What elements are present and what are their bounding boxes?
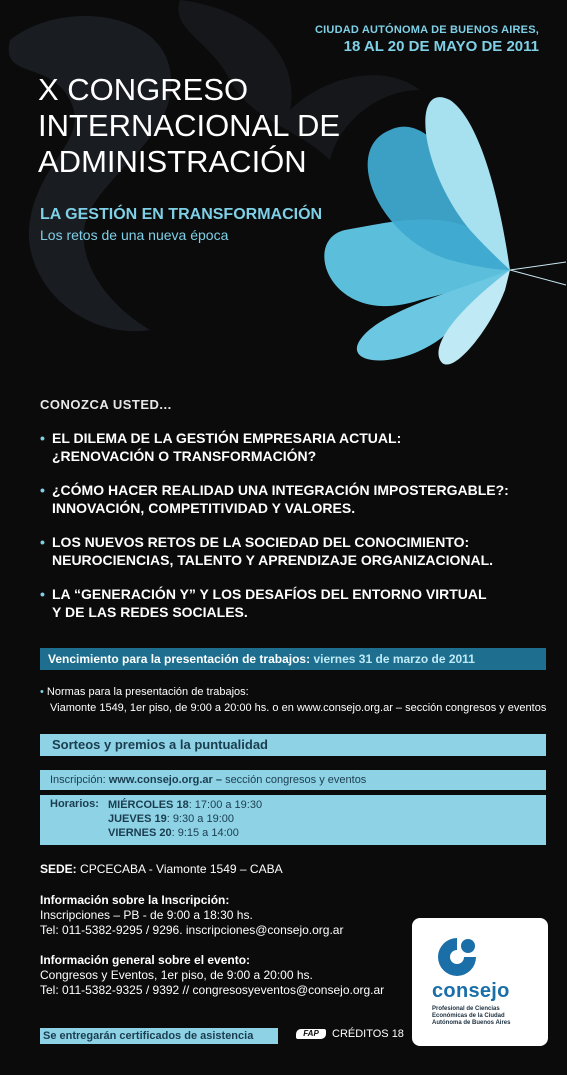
event-location-date	[315, 24, 539, 55]
bullet-dot-icon: •	[40, 482, 45, 498]
schedule-time: : 17:00 a 19:30	[188, 799, 263, 811]
consejo-desc-line: Económicas de la Ciudad	[432, 1013, 505, 1019]
schedule-time: : 9:30 a 19:00	[166, 813, 234, 825]
city-label: CIUDAD AUTÓNOMA DE BUENOS AIRES,	[315, 24, 539, 36]
topic-line: LA “GENERACIÓN Y” Y LOS DESAFÍOS DEL ENTORNO VIRTUAL	[52, 586, 487, 602]
registration-info-hours: Inscripciones – PB - de 9:00 a 18:30 hs.	[40, 908, 253, 922]
registration-section: sección congresos y eventos	[225, 774, 367, 786]
consejo-name: consejo	[432, 980, 510, 1002]
registration-info	[40, 893, 420, 938]
deadline-bar	[40, 648, 546, 670]
list-item	[40, 533, 550, 569]
intro-heading: CONOZCA USTED...	[40, 397, 172, 412]
venue-value: CPCECABA - Viamonte 1549 – CABA	[80, 862, 283, 876]
topics-list	[40, 429, 550, 637]
deadline-label: Vencimiento para la presentación de trabajos:	[48, 652, 311, 666]
registration-info-title: Información sobre la Inscripción:	[40, 893, 230, 907]
consejo-desc-line: Autónoma de Buenos Aires	[432, 1020, 511, 1026]
title-line-3: ADMINISTRACIÓN	[38, 144, 307, 179]
topic-line: LOS NUEVOS RETOS DE LA SOCIEDAD DEL CONOCIMIENTO:	[52, 534, 470, 550]
congress-subtitle: LA GESTIÓN EN TRANSFORMACIÓN	[40, 206, 323, 223]
consejo-description	[432, 1006, 542, 1027]
schedule-row	[108, 798, 262, 812]
topic-line: ¿CÓMO HACER REALIDAD UNA INTEGRACIÓN IMPOSTERGABLE?:	[52, 482, 509, 498]
title-line-1: X CONGRESO	[38, 72, 249, 107]
consejo-logo-card	[412, 918, 548, 1046]
schedule-day: MIÉRCOLES 18	[108, 799, 189, 811]
topic-line: INNOVACIÓN, COMPETITIVIDAD Y VALORES.	[52, 500, 356, 516]
general-info-title: Información general sobre el evento:	[40, 953, 251, 967]
fap-logo-icon: FAP	[296, 1029, 326, 1039]
topic-line: NEUROCIENCIAS, TALENTO Y APRENDIZAJE ORGANIZACIONAL.	[52, 552, 494, 568]
rules-title: Normas para la presentación de trabajos:	[46, 686, 249, 698]
topic-line: ¿RENOVACIÓN O TRANSFORMACIÓN?	[52, 448, 317, 464]
schedule-row	[108, 826, 262, 840]
general-info-hours: Congresos y Eventos, 1er piso, de 9:00 a 20:00 hs.	[40, 968, 313, 982]
event-dates: 18 AL 20 DE MAYO DE 2011	[343, 38, 539, 55]
registration-link[interactable]: www.consejo.org.ar –	[108, 774, 222, 786]
registration-info-contact: Tel: 011-5382-9295 / 9296. inscripciones@consejo.org.ar	[40, 923, 344, 937]
rules-detail: Viamonte 1549, 1er piso, de 9:00 a 20:00 hs. o en www.consejo.org.ar – sección congresos y eventos	[50, 702, 547, 714]
credits-label: CRÉDITOS 18	[332, 1028, 404, 1040]
general-info-contact: Tel: 011-5382-9325 / 9392 // congresosyeventos@consejo.org.ar	[40, 983, 385, 997]
topic-line: Y DE LAS REDES SOCIALES.	[52, 604, 248, 620]
topic-line: EL DILEMA DE LA GESTIÓN EMPRESARIA ACTUAL:	[52, 430, 402, 446]
submission-rules	[40, 684, 550, 716]
title-line-2: INTERNACIONAL DE	[38, 108, 341, 143]
bullet-dot-icon: •	[40, 430, 45, 446]
bullet-dot-icon: •	[40, 534, 45, 550]
decorative-background	[0, 0, 567, 400]
schedule-label: Horarios:	[50, 798, 99, 810]
list-item	[40, 429, 550, 465]
venue	[40, 862, 283, 876]
certificates-bar: Se entregarán certificados de asistencia	[40, 1028, 278, 1044]
registration-bar	[40, 770, 546, 790]
credits	[296, 1028, 404, 1040]
registration-label: Inscripción:	[50, 774, 106, 786]
bullet-dot-icon: •	[40, 686, 44, 698]
bullet-dot-icon: •	[40, 586, 45, 602]
list-item	[40, 481, 550, 517]
venue-label: SEDE:	[40, 862, 77, 876]
schedule-time: : 9:15 a 14:00	[171, 827, 239, 839]
deadline-date: viernes 31 de marzo de 2011	[313, 652, 475, 666]
consejo-desc-line: Profesional de Ciencias	[432, 1006, 500, 1012]
congress-title	[38, 72, 368, 180]
congress-tagline: Los retos de una nueva época	[40, 227, 229, 243]
general-info	[40, 953, 420, 998]
schedule-day: VIERNES 20	[108, 827, 172, 839]
consejo-logo-icon	[434, 934, 480, 980]
list-item	[40, 585, 550, 621]
schedule-day: JUEVES 19	[108, 813, 167, 825]
raffle-bar: Sorteos y premios a la puntualidad	[40, 734, 546, 756]
schedule-row	[108, 812, 262, 826]
schedule-box	[40, 795, 546, 845]
